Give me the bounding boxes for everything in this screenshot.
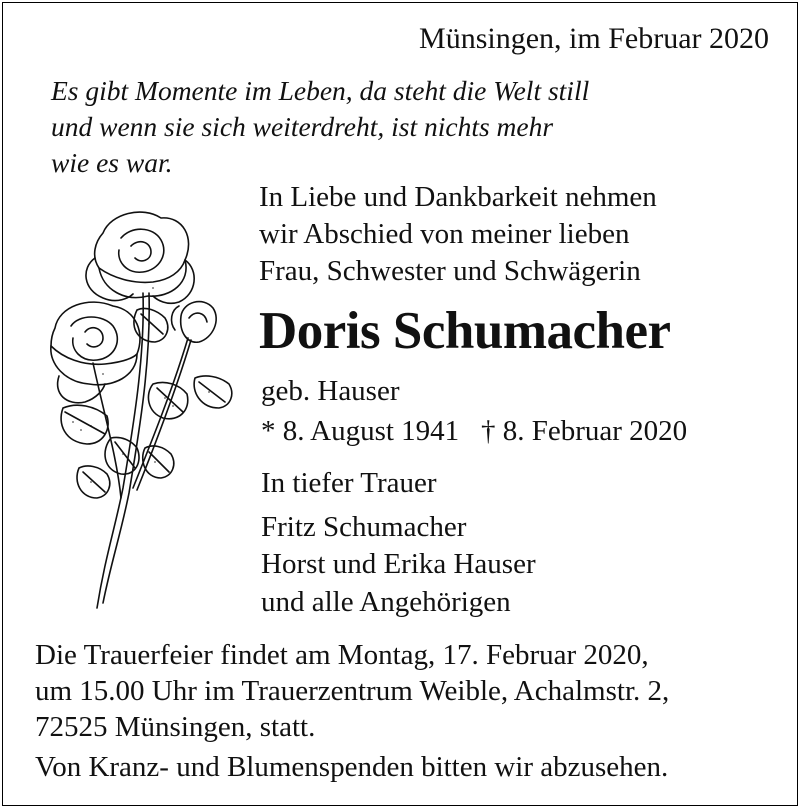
funeral-line: 72525 Münsingen, statt. [35, 711, 316, 743]
obituary-notice [2, 2, 798, 806]
funeral-info [35, 637, 669, 745]
death-date: † 8. Februar 2020 [480, 415, 688, 447]
birth-date: * 8. August 1941 [261, 415, 460, 447]
mourner-name: Fritz Schumacher [261, 510, 467, 543]
funeral-line: um 15.00 Uhr im Trauerzentrum Weible, Achalmstr. 2, [35, 675, 670, 707]
funeral-line: Die Trauerfeier findet am Montag, 17. Februar 2020, [35, 639, 649, 671]
intro-text [259, 179, 657, 290]
motto-line: wie es war. [51, 147, 173, 178]
motto-line: und wenn sie sich weiterdreht, ist nichts mehr [51, 111, 554, 142]
mourners-heading: In tiefer Trauer [261, 467, 437, 499]
place-date: Münsingen, im Februar 2020 [419, 22, 769, 55]
motto-line: Es gibt Momente im Leben, da steht die Welt still [51, 75, 590, 106]
flowers-note: Von Kranz- und Blumenspenden bitten wir abzusehen. [35, 751, 669, 783]
intro-line: wir Abschied von meiner lieben [259, 218, 630, 250]
birth-name: geb. Hauser [261, 375, 400, 407]
intro-line: Frau, Schwester und Schwägerin [259, 255, 641, 287]
deceased-name: Doris Schumacher [259, 302, 671, 360]
mourners [261, 465, 536, 621]
motto [51, 73, 589, 181]
life-dates [261, 415, 687, 448]
mourner-name: Horst und Erika Hauser [261, 548, 536, 580]
intro-line: In Liebe und Dankbarkeit nehmen [259, 181, 657, 213]
mourner-name: und alle Angehörigen [261, 585, 511, 618]
rose-illustration-icon [33, 198, 243, 618]
